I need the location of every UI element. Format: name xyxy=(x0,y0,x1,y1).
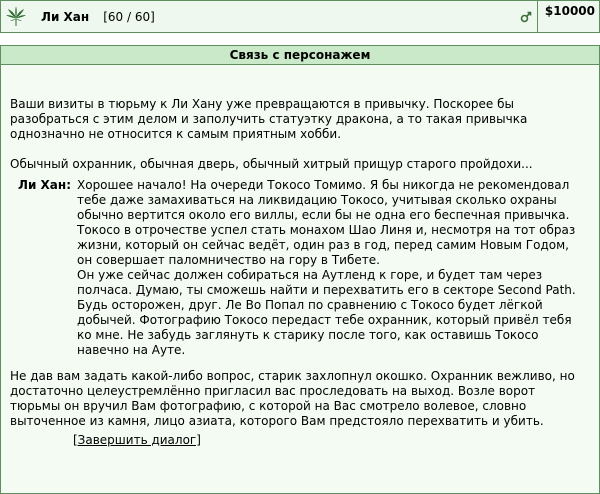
dialog-outro: Не дав вам задать какой-либо вопрос, старик захлопнул окошко. Охранник вежливо, но достаточно целеустремлённо пригласил вас проследовать на выход. Возле ворот тюрьмы он вручил Вам фотографию, с которой на Вас смотрело волевое, словно выточенное из камня, лицо азиата, которого Вам предстояло перехватить и убить. xyxy=(10,369,575,428)
speech-text xyxy=(77,178,589,358)
speech-paragraph: Он уже сейчас должен собираться на Аутленд к горе, и будет там через полчаса. Думаю, ты сможешь найти и перехватить его в секторе Second Path. Будь осторожен, друг. Ле Во Попал по сравнению с Токосо будет лёгкой добычей. Фотографию Токосо передаст тебе охранник, который привёл тебя ко мне. Не забудь заглянуть к старику после того, как оставишь Токосо навечно на Ауте. xyxy=(77,268,576,357)
top-status-bar xyxy=(0,0,600,33)
player-hp: [60 / 60] xyxy=(103,9,155,24)
money-amount: $10000 xyxy=(544,4,595,18)
dialog-body xyxy=(1,97,599,448)
speaker-name: Ли Хан: xyxy=(18,178,71,192)
male-icon xyxy=(517,11,535,23)
dialog-intro-2: Обычный охранник, обычная дверь, обычный хитрый прищур старого пройдохи... xyxy=(10,157,533,171)
character-dialog xyxy=(0,45,600,494)
cannabis-leaf-icon xyxy=(1,1,31,32)
dialog-intro: Ваши визиты в тюрьму к Ли Хану уже превращаются в привычку. Поскорее бы разобраться с этим делом и заполучить статуэтку дракона, а то такая привычка однозначно не относится к самым приятным хобби. xyxy=(10,97,528,141)
speech-paragraph: Хорошее начало! На очереди Токосо Томимо. Я бы никогда не рекомендовал тебе даже замахиваться на ликвидацию Токосо, учитывая сколько охраны обычно вертится около его виллы, если бы не одна его беспечная привычка. Токосо в отрочестве успел стать монахом Шао Линя и, несмотря на тот образ жизни, который он сейчас ведёт, один раз в год, перед самим Новым Годом, он совершает паломничество на гору в Тибете. xyxy=(77,178,576,267)
end-link-row xyxy=(10,433,589,448)
player-name[interactable]: Ли Хан xyxy=(41,9,90,24)
npc-speech xyxy=(10,178,589,358)
dialog-title: Связь с персонажем xyxy=(1,46,599,65)
money-display xyxy=(537,1,599,32)
end-dialog-link[interactable]: [Завершить диалог] xyxy=(73,433,201,447)
